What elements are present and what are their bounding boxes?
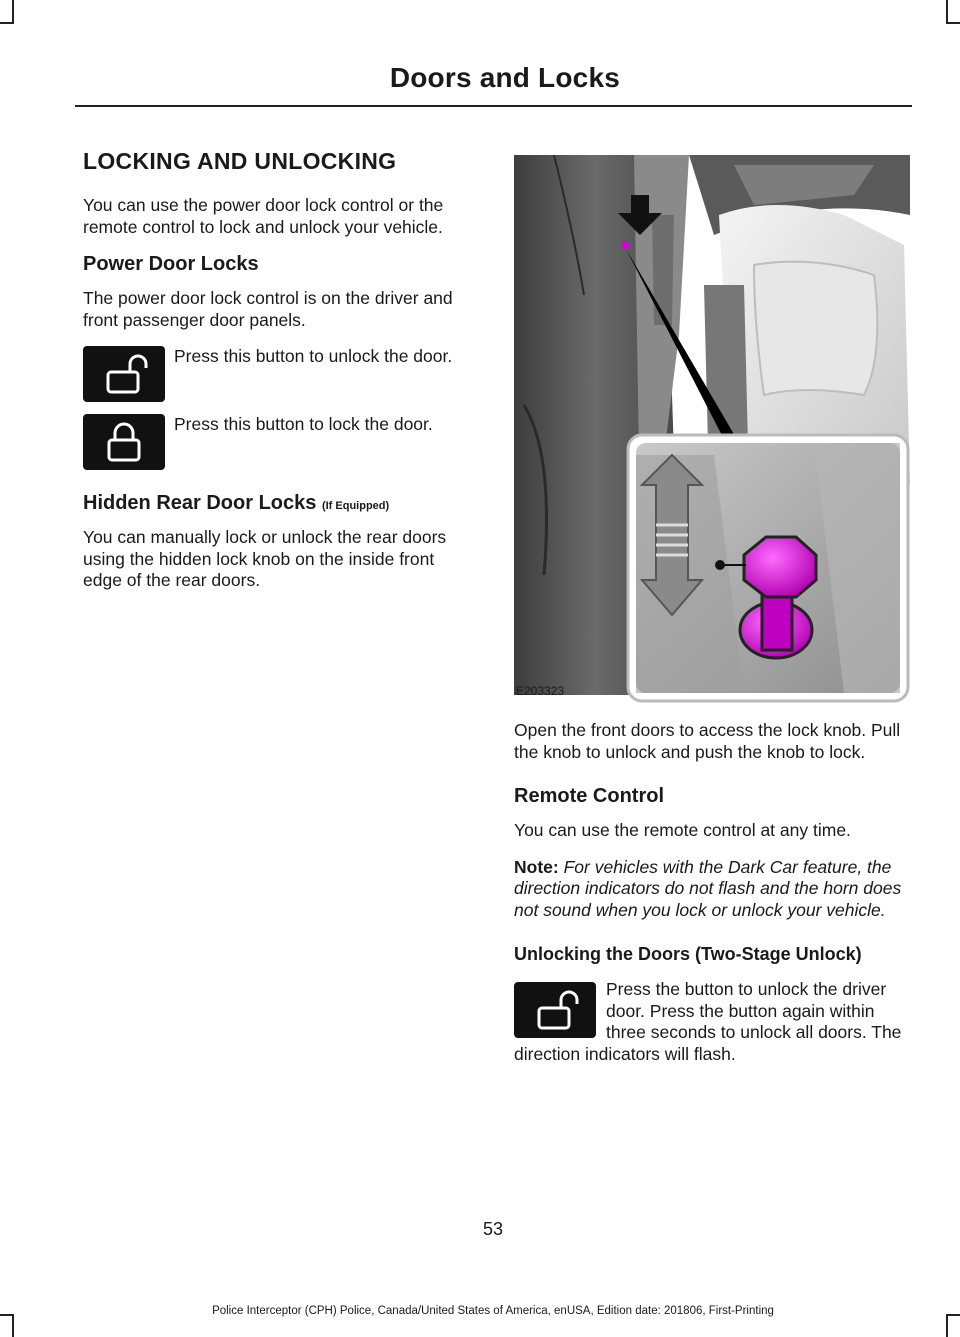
lock-icon bbox=[83, 414, 165, 470]
unlock-icon bbox=[83, 346, 165, 402]
note-label: Note: bbox=[514, 856, 559, 877]
header-divider bbox=[75, 105, 912, 107]
note-text: For vehicles with the Dark Car feature, the direction indicators do not flash and the horn does not sound when you lock or unlock your vehicle. bbox=[514, 856, 902, 920]
left-column bbox=[83, 148, 477, 607]
unlocking-text: Press the button to unlock the driver door. Press the button again within three seconds to unlock all doors. The direction indicators will flash. bbox=[514, 979, 902, 1064]
remote-heading: Remote Control bbox=[514, 785, 664, 807]
crop-mark bbox=[946, 22, 960, 24]
access-paragraph: Open the front doors to access the lock knob. Pull the knob to unlock and push the knob to lock. bbox=[514, 720, 901, 762]
hidden-locks-heading bbox=[83, 492, 477, 515]
unlock-instruction bbox=[83, 346, 477, 402]
rear-door-lock-illustration bbox=[514, 155, 910, 705]
intro-paragraph: You can use the power door lock control or the remote control to lock and unlock your vehicle. bbox=[83, 195, 444, 237]
unlocking-heading: Unlocking the Doors (Two-Stage Unlock) bbox=[514, 944, 862, 964]
hidden-locks-qualifier: (If Equipped) bbox=[321, 500, 390, 512]
lock-text: Press this button to lock the door. bbox=[174, 414, 433, 434]
power-locks-heading: Power Door Locks bbox=[83, 253, 259, 275]
remote-paragraph: You can use the remote control at any time. bbox=[514, 820, 851, 840]
lock-instruction bbox=[83, 414, 477, 470]
page-number: 53 bbox=[482, 1219, 504, 1239]
hidden-locks-paragraph: You can manually lock or unlock the rear doors using the hidden lock knob on the inside front edge of the rear doors. bbox=[83, 527, 447, 590]
unlock-text: Press this button to unlock the door. bbox=[174, 346, 453, 366]
page-title: Doors and Locks bbox=[389, 62, 620, 93]
right-column bbox=[514, 720, 910, 1080]
hidden-locks-title: Hidden Rear Door Locks bbox=[83, 492, 317, 514]
footer-text: Police Interceptor (CPH) Police, Canada/United States of America, enUSA, Edition date: 201806, First-Printing bbox=[212, 1305, 774, 1317]
crop-mark bbox=[946, 1314, 948, 1337]
unlock-icon bbox=[514, 982, 596, 1038]
unlocking-instruction bbox=[514, 979, 910, 1065]
crop-mark bbox=[12, 1314, 14, 1337]
figure-label: E203323 bbox=[516, 684, 565, 698]
crop-mark bbox=[946, 0, 948, 22]
crop-mark bbox=[12, 0, 14, 22]
crop-mark bbox=[0, 22, 14, 24]
power-locks-paragraph: The power door lock control is on the driver and front passenger door panels. bbox=[83, 288, 453, 330]
note-paragraph bbox=[514, 857, 910, 922]
section-heading: LOCKING AND UNLOCKING bbox=[83, 148, 397, 174]
